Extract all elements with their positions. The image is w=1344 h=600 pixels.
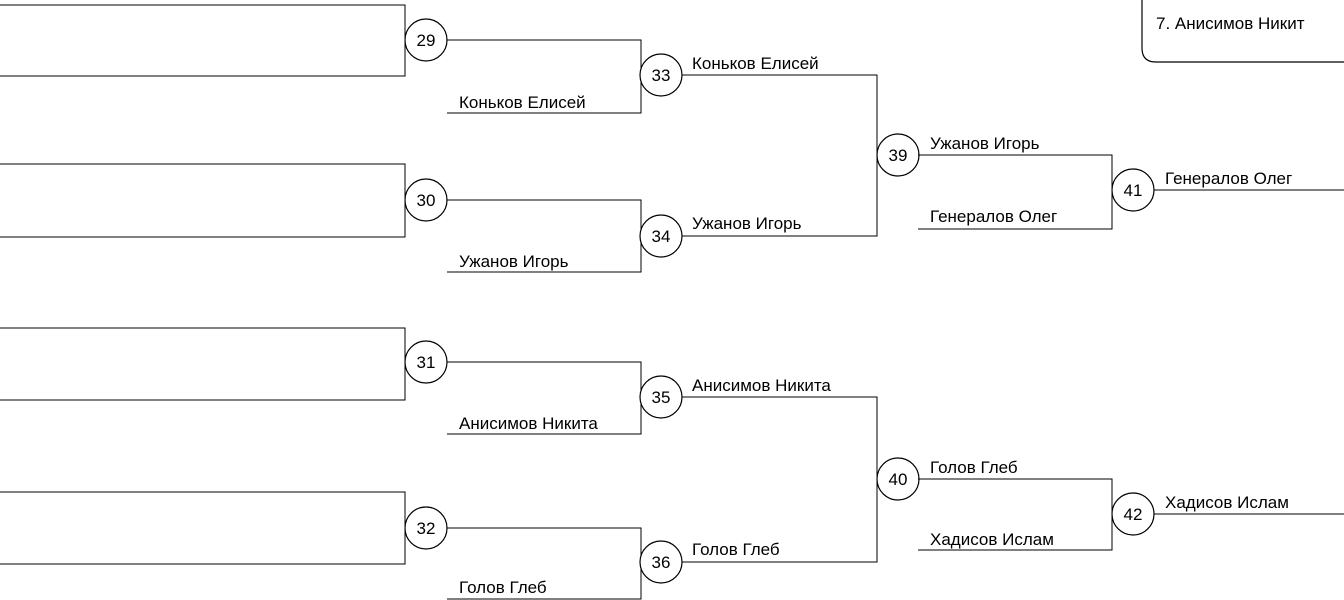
match-30 [0, 164, 447, 237]
match-40 [682, 376, 919, 562]
winner-name: Голов Глеб [692, 540, 780, 559]
entry-name: Анисимов Никита [459, 414, 598, 433]
match-39 [682, 54, 919, 236]
match-number: 34 [651, 227, 671, 246]
winner-name: Генералов Олег [1165, 169, 1293, 188]
winner-name: Анисимов Никита [692, 376, 831, 395]
winner-name: Коньков Елисей [692, 54, 819, 73]
match-number: 41 [1123, 181, 1143, 200]
match-number: 31 [416, 353, 436, 372]
winner-name: Голов Глеб [930, 458, 1018, 477]
entry-name: Генералов Олег [930, 207, 1058, 226]
match-42 [918, 458, 1344, 550]
match-number: 39 [888, 146, 908, 165]
entry-name: Ужанов Игорь [459, 252, 569, 271]
match-41 [918, 134, 1344, 229]
match-number: 42 [1123, 505, 1143, 524]
match-29 [0, 5, 447, 76]
match-number: 35 [651, 388, 671, 407]
winner-name: Ужанов Игорь [692, 214, 802, 233]
match-number: 30 [416, 191, 436, 210]
match-31 [0, 328, 447, 400]
match-number: 36 [651, 553, 671, 572]
entry-name: Хадисов Ислам [930, 530, 1054, 549]
legend-box [1142, 0, 1344, 62]
entry-name: Коньков Елисей [459, 93, 586, 112]
match-number: 40 [888, 470, 908, 489]
match-36 [447, 528, 682, 599]
winner-name: Ужанов Игорь [930, 134, 1040, 153]
match-34 [447, 200, 682, 272]
legend-text: 7. Анисимов Никит [1156, 14, 1305, 33]
entry-name: Голов Глеб [459, 578, 547, 597]
match-number: 33 [651, 66, 671, 85]
match-number: 29 [416, 31, 436, 50]
match-number: 32 [416, 519, 436, 538]
match-33 [447, 40, 682, 113]
match-32 [0, 492, 447, 564]
match-35 [447, 362, 682, 434]
winner-name: Хадисов Ислам [1165, 493, 1289, 512]
